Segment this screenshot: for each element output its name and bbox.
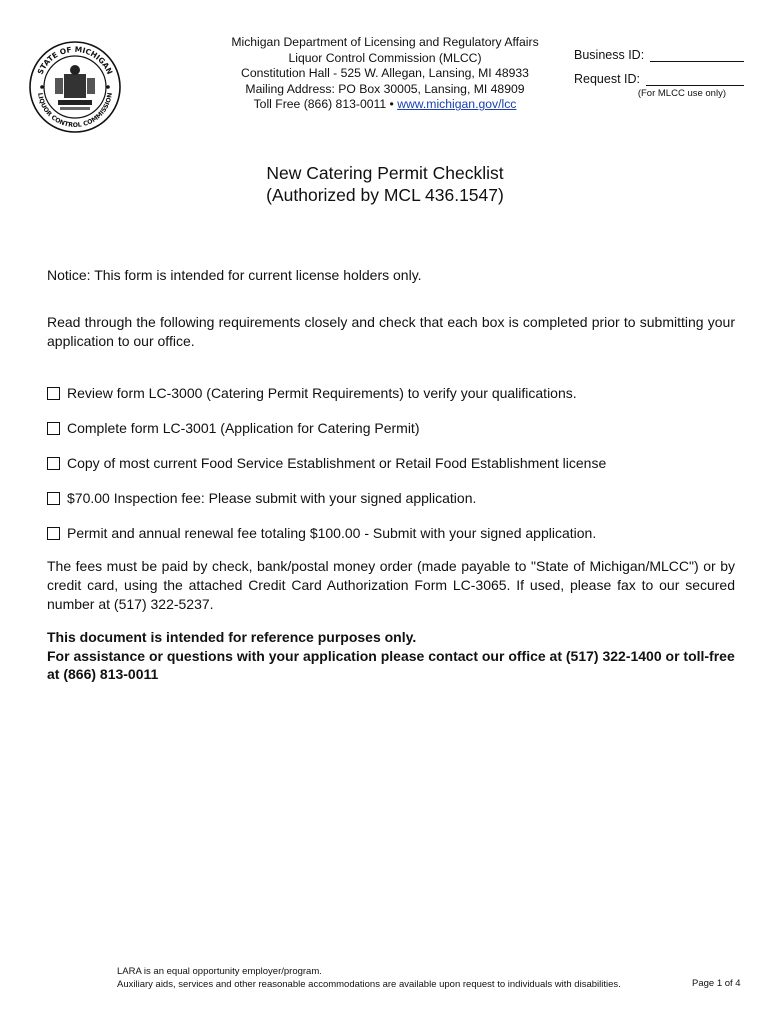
- checkbox[interactable]: [47, 527, 60, 540]
- title-line-2: (Authorized by MCL 436.1547): [266, 185, 504, 205]
- request-id-field[interactable]: [646, 71, 744, 86]
- checkbox[interactable]: [47, 387, 60, 400]
- checklist-item: [47, 454, 606, 472]
- checklist-item: [47, 384, 577, 402]
- checklist-item-label: Complete form LC-3001 (Application for Catering Permit): [67, 420, 420, 436]
- assistance-note: [47, 628, 735, 684]
- header-line-5: [210, 97, 560, 113]
- header-line-3: Constitution Hall - 525 W. Allegan, Lansing, MI 48933: [241, 66, 529, 81]
- business-id-field[interactable]: [650, 47, 744, 62]
- header-line-4: Mailing Address: PO Box 30005, Lansing, MI 48909: [245, 81, 525, 96]
- mlcc-id-fields: [574, 38, 744, 99]
- footer-line-1: LARA is an equal opportunity employer/program.: [117, 966, 322, 977]
- document-title: [0, 162, 770, 206]
- svg-text:STATE OF MICHIGAN: STATE OF MICHIGAN: [35, 44, 115, 76]
- checklist-item-label: Permit and annual renewal fee totaling $100.00 - Submit with your signed application.: [67, 525, 597, 541]
- checklist-item: [47, 419, 419, 437]
- footer-line-2: Auxiliary aids, services and other reasonable accommodations are available upon request to individuals with disabilities.: [117, 978, 621, 990]
- mlcc-use-note: (For MLCC use only): [637, 88, 726, 99]
- checklist-item-label: $70.00 Inspection fee: Please submit with your signed application.: [67, 490, 477, 506]
- page-number: Page 1 of 4: [692, 978, 741, 989]
- website-link[interactable]: www.michigan.gov/lcc: [397, 97, 517, 112]
- contact-line: For assistance or questions with your application please contact our office at (517) 322-1400 or toll-free at (866) 813-0011: [47, 647, 735, 682]
- instructions-text: Read through the following requirements closely and check that each box is completed prior to submitting your application to our office.: [47, 314, 735, 349]
- footer: [117, 966, 621, 991]
- checkbox[interactable]: [47, 492, 60, 505]
- request-id-row: [574, 62, 744, 86]
- title-line-1: New Catering Permit Checklist: [266, 163, 504, 183]
- business-id-row: [574, 38, 744, 62]
- business-id-label: Business ID:: [574, 48, 645, 62]
- header-line-2: Liquor Control Commission (MLCC): [288, 50, 482, 65]
- checkbox[interactable]: [47, 422, 60, 435]
- state-seal-logo: [28, 40, 122, 134]
- checklist-item-label: Review form LC-3000 (Catering Permit Requirements) to verify your qualifications.: [67, 385, 577, 401]
- request-id-label: Request ID:: [574, 72, 641, 86]
- notice-text: Notice: This form is intended for current license holders only.: [47, 267, 422, 283]
- toll-free-text: Toll Free (866) 813-0011 •: [253, 97, 398, 112]
- fees-paragraph: The fees must be paid by check, bank/postal money order (made payable to "State of Michigan/MLCC") or by credit card, using the attached Credit Card Authorization Form LC-3065. If used, please fax to our secured number at (517) 322-5237.: [47, 558, 735, 612]
- checkbox[interactable]: [47, 457, 60, 470]
- header-line-1: Michigan Department of Licensing and Regulatory Affairs: [231, 35, 539, 49]
- agency-header: [210, 35, 560, 113]
- svg-text:LIQUOR CONTROL COMMISSION: LIQUOR CONTROL COMMISSION: [36, 92, 114, 130]
- checklist-item-label: Copy of most current Food Service Establishment or Retail Food Establishment license: [67, 455, 607, 471]
- checklist-item: [47, 489, 476, 507]
- checklist-item: [47, 524, 596, 542]
- reference-only-line: This document is intended for reference purposes only.: [47, 629, 417, 645]
